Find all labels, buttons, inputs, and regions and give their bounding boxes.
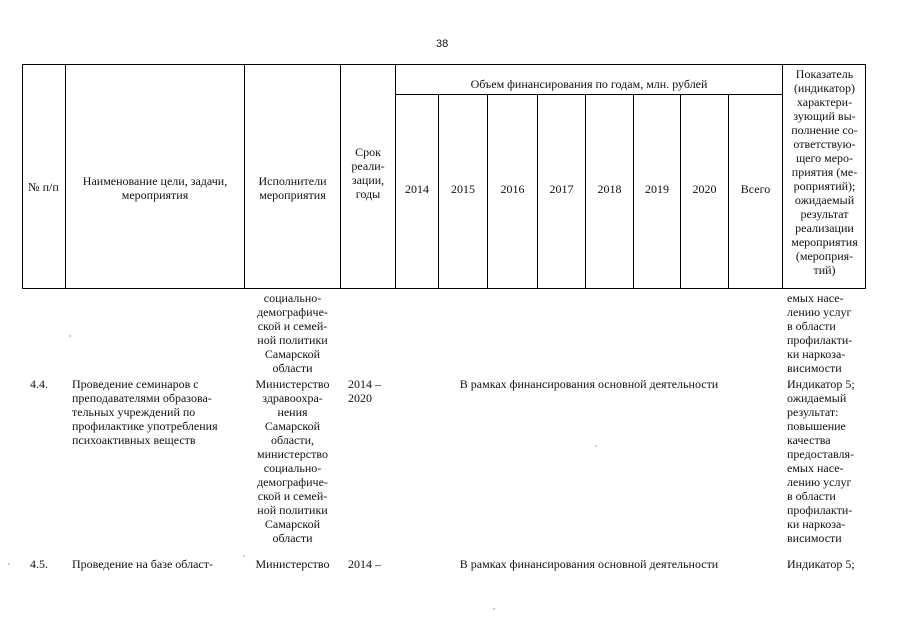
header-year: 2014 <box>405 182 429 196</box>
scan-speck <box>8 563 10 565</box>
row-divider <box>395 94 783 95</box>
row-indicator: Индикатор 5; <box>787 557 855 571</box>
row-number: 4.4. <box>30 377 48 391</box>
header-term: Срок реали- зации, годы <box>351 145 385 201</box>
header-executors: Исполнители мероприятия <box>258 174 327 202</box>
continuation-indicator: емых насе- лению услуг в области профилакти- ки наркоза- висимости <box>787 291 853 375</box>
row-name: Проведение семинаров с преподавателями образова- тельных учреждений по профилактике употребления психоактивных веществ <box>72 377 218 447</box>
row-executors: Министерство <box>255 557 330 571</box>
scan-speck <box>243 555 245 557</box>
row-name: Проведение на базе област- <box>72 557 213 571</box>
row-funding: В рамках финансирования основной деятельности <box>459 557 719 571</box>
header-year: 2019 <box>645 182 669 196</box>
header-year: 2017 <box>549 182 574 196</box>
header-funding-title: Объем финансирования по годам, млн. рублей <box>470 77 708 91</box>
header-year: 2018 <box>597 182 622 196</box>
header-num: № п/п <box>28 180 59 194</box>
header-year: 2016 <box>500 182 525 196</box>
scan-speck <box>595 445 597 447</box>
row-funding: В рамках финансирования основной деятельности <box>459 377 719 391</box>
header-name: Наименование цели, задачи, мероприятия <box>82 174 228 202</box>
header-year: 2015 <box>451 182 475 196</box>
row-term: 2014 – 2020 <box>348 377 381 405</box>
row-executors: Министерство здравоохра- нения Самарской области, министерство социально- демографиче- ской и семей- ной политики Самарской области <box>255 377 330 545</box>
row-indicator: Индикатор 5; ожидаемый результат: повышение качества предоставля- емых насе- лению услуг в области профилакти- ки наркоза- висимости <box>787 377 855 545</box>
scan-speck <box>493 608 495 610</box>
col-divider <box>395 64 396 289</box>
row-number: 4.5. <box>30 557 48 571</box>
header-year: 2020 <box>692 182 717 196</box>
header-indicator: Показатель (индикатор) характери- зующий вы- полнение со- ответствую- щего меро- приятия (ме- роприятий); ожидаемый результат реализации мероприятия (мероприя- тий) <box>791 67 858 277</box>
scan-speck <box>69 335 71 337</box>
page-number: 38 <box>436 38 449 50</box>
row-term: 2014 – <box>348 557 381 571</box>
continuation-executors: социально- демографиче- ской и семей- ной политики Самарской области <box>257 291 328 375</box>
header-total: Всего <box>740 182 771 196</box>
